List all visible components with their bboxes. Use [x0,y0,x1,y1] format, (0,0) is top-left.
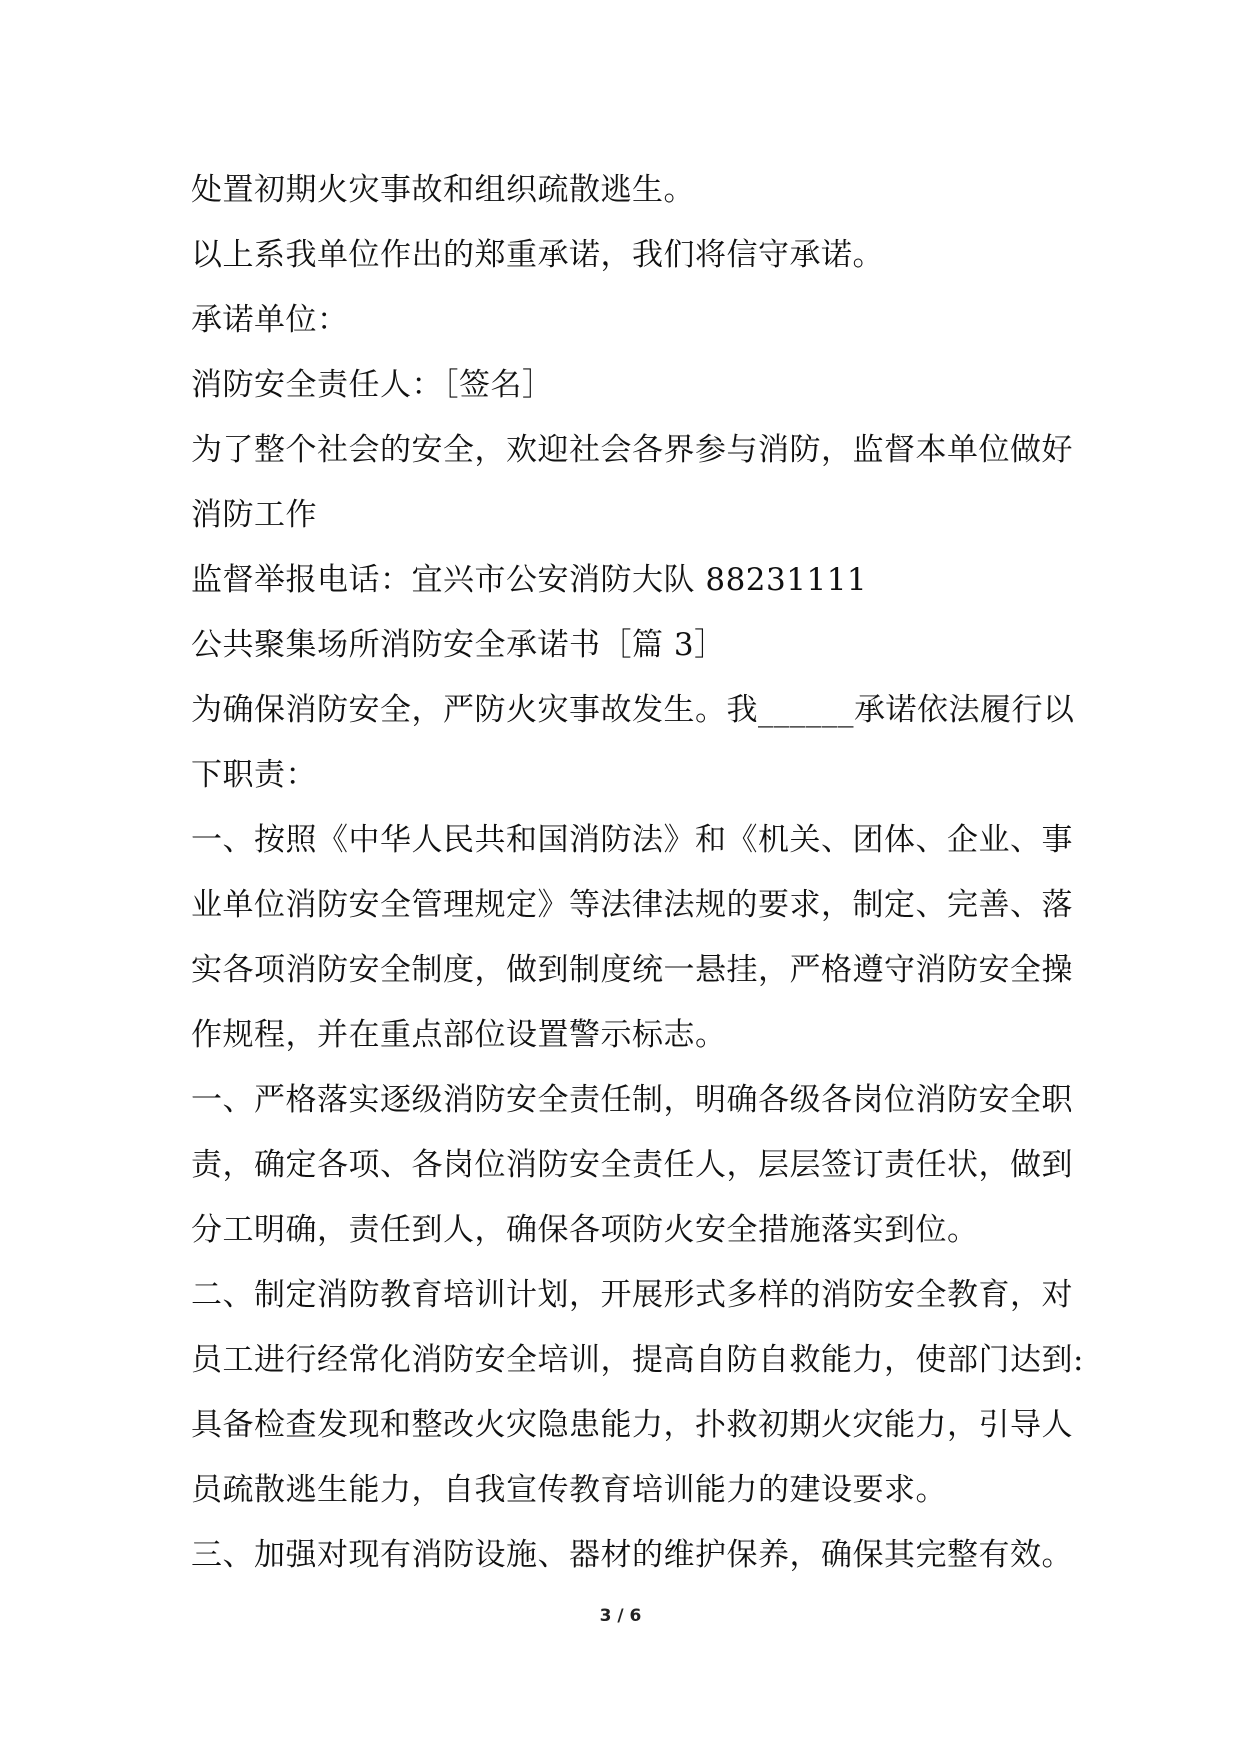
text-line: 消防工作 [191,497,317,533]
text-line: 实各项消防安全制度，做到制度统一悬挂，严格遵守消防安全操 [191,952,1073,988]
text-line: 作规程，并在重点部位设置警示标志。 [191,1017,727,1053]
text-line: 二、制定消防教育培训计划，开展形式多样的消防安全教育，对 [191,1277,1073,1313]
text-line: 一、严格落实逐级消防安全责任制，明确各级各岗位消防安全职 [191,1082,1073,1118]
text-line: 承诺单位： [191,302,349,338]
text-line: 处置初期火灾事故和组织疏散逃生。 [191,172,695,208]
text-line: 一、按照《中华人民共和国消防法》和《机关、团体、企业、事 [191,822,1073,858]
text-line: 员疏散逃生能力，自我宣传教育培训能力的建设要求。 [191,1472,947,1508]
text-line: 具备检查发现和整改火灾隐患能力，扑救初期火灾能力，引导人 [191,1407,1073,1443]
text-line: 以上系我单位作出的郑重承诺，我们将信守承诺。 [191,237,884,273]
text-line: 员工进行经常化消防安全培训，提高自防自救能力，使部门达到: [191,1342,1084,1378]
text-line: 为确保消防安全，严防火灾事故发生。我______承诺依法履行以 [191,692,1075,728]
text-line: 为了整个社会的安全，欢迎社会各界参与消防，监督本单位做好 [191,432,1073,468]
text-line: 责，确定各项、各岗位消防安全责任人，层层签订责任状，做到 [191,1147,1073,1183]
page-number: 3 / 6 [599,1606,642,1626]
text-line: 分工明确，责任到人，确保各项防火安全措施落实到位。 [191,1212,979,1248]
text-line: 下职责： [191,757,317,793]
section-heading: 公共聚集场所消防安全承诺书［篇 3］ [191,627,726,663]
text-line: 业单位消防安全管理规定》等法律法规的要求，制定、完善、落 [191,887,1073,923]
text-line: 消防安全责任人：［签名］ [191,367,554,403]
document-body [191,158,1084,1588]
text-line: 三、加强对现有消防设施、器材的维护保养，确保其完整有效。 [191,1537,1073,1573]
text-line: 监督举报电话：宜兴市公安消防大队 88231111 [191,562,868,598]
